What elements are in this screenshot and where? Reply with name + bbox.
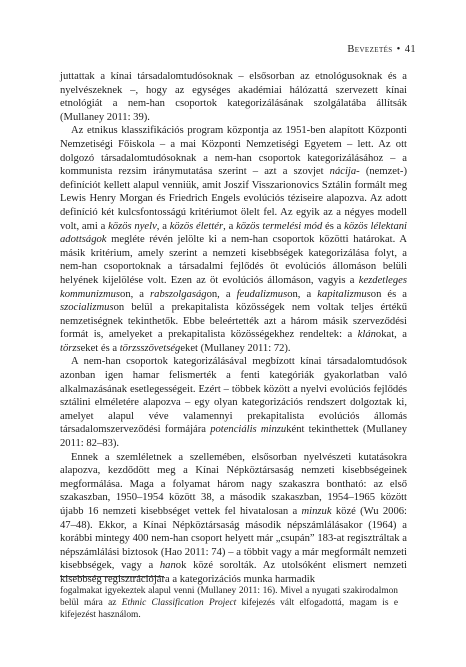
p3-text-a: A nem-han csoportok kategorizálásával megbízott kínai társadalomtudósok azonban igen hamar felismerték a fenti kategóriák gyakorlatban való alkalmazásának esetlegességeit. Ezért – többek között a nyelvi evolúciós fejlődés sztálini elméletére alapozva – egy olyan kategorizációs rendszert dolgoztak ki, amelyet alapul véve valamennyi prekapitalista evolúciós állomás társadalomszerveződési formájára — [60, 356, 407, 436]
term-nacija: nácija- — [329, 166, 360, 178]
footnote-text-b: kifejezés vált elfogadottá, magam is e kifejezést használom. — [60, 598, 399, 620]
p2-text-d: on belül a prekapitalista közösségek nem voltak teljes értékű nemzetiségnek tekinthetők. Ebbe beleértették azt a három másik szerveződési formát is, amelyeket a prekapitalista közösségekhez rendeltek: a — [60, 302, 407, 341]
p2-sep-1: , a — [156, 220, 170, 232]
paragraph-1 — [60, 70, 407, 124]
term-kezdetleges-kommunizmus: kezdetleges kommunizmus — [60, 274, 407, 300]
p2-text-e: eket (Mullaney 2011: 72). — [180, 342, 291, 354]
term-kapitalizmus: kapitalizmus — [317, 288, 371, 300]
term-rabszolgasag: rabszolgaság — [150, 288, 207, 300]
term-han: han — [159, 560, 176, 572]
p2-text-a: Az etnikus klasszifikációs program központja az 1951-ben alapított Központi Nemzetiségi Főiskola – a mai Központi Nemzetiségi Egyetem – lett. Az ott dolgozó társadalomtudósoknak a nem-han csoportok kategorizálásához – a kommunista rezsim iránymutatása szerint – azt a szovjet — [60, 125, 407, 178]
p2-sep-3: és a — [322, 220, 345, 232]
term-kozos-lelektani-adottsagok: közös lélektani adottságok — [60, 220, 407, 246]
p2-text-b: (nemzet-) definíciót kellett alapul venniük, amit Joszif Visszarionovics Sztálin formált meg Lewis Henry Morgan és Friedrich Engels evolúciós téziseire alapozva. Az adott definíció két kulcsfontosságú kritériumot ölelt fel. Az egyik az a négyes modell volt, ami a — [60, 166, 407, 232]
term-kozos-nyelv: közös nyelv — [108, 220, 157, 232]
p2-sep-6: on, a — [287, 288, 318, 300]
term-torzsszovetseg: törzsszövetség — [119, 342, 181, 354]
p3-text-b: ként tekinthettek (Mullaney 2011: 82–83). — [60, 424, 407, 450]
term-kozos-eletter: közös élettér — [169, 220, 224, 232]
p2-sep-5: on, a — [206, 288, 237, 300]
term-szocializmus: szocializmus — [60, 302, 114, 314]
paragraph-2 — [60, 124, 407, 355]
paragraph-1-text: juttattak a kínai társadalomtudósoknak – elsősorban az etnológusoknak és a nyelvészeknek –, hogy az egységes akadémiai hálózattá szervezett kínai etnológiát a nem-han csoportok kategorizálásának szolgálatába állítsák (Mullaney 2011: 39). — [60, 71, 407, 123]
paragraph-3 — [60, 355, 407, 450]
p2-sep-4: on, a — [120, 288, 151, 300]
term-torzs: törzs — [60, 342, 81, 354]
p2-sep-7: on és a — [370, 288, 407, 300]
term-kozos-termelesi-mod: közös termelési mód — [236, 220, 323, 232]
p4-text-b: közé (Wu 2006: 47–48). Ekkor, a Kínai Népköztársaság második népszámlálásakor (1964) a korábbi mintegy 400 nem-han csoport helyett már „csupán” 183-at regisztráltak a népszámlálási biztosok (Hao 2011: 74) – a többit vagy a már megformált nemzeti kisebbségek, vagy a — [60, 506, 407, 572]
p4-text-a: Ennek a szemléletnek a szellemében, elsősorban nyelvészeti kutatásokra alapozva, kezdődött meg a Kínai Népköztársaság nemzeti kisebbségeinek megformálása. Maga a folyamat három nagy szakaszra bontható: az első szakaszban, 1950–1954 között 38, a második szakaszban, 1954–1965 között újabb 16 nemzeti kisebbséget vettek fel hivatalosan a — [60, 451, 407, 517]
p2-sep-8: okat, a — [375, 329, 407, 341]
footnote — [60, 585, 398, 621]
term-potencialis-minzu: potenciális minzu — [210, 424, 287, 436]
p2-text-c: megléte révén jelölte ki a nem-han csoportok közötti határokat. A másik kritérium, amely szerint a nemzeti kisebbségek kategorizálása folyt, a nem-han csoportoknak a társadalmi fejlődés öt evolúciós állomáson belüli helyének kijelölése volt. Ezen az öt evolúciós állomáson, vagyis a — [60, 234, 407, 286]
header-separator: • — [396, 44, 401, 55]
paragraph-4 — [60, 451, 407, 587]
footnote-text-a: fogalmakat igyekeztek alapul venni (Mullaney 2011: 16). Mivel a nyugati szakirodalmon belül mára az — [60, 586, 398, 608]
p2-sep-9: eket és a — [80, 342, 120, 354]
p4-text-c: ok közé sorolták. Az utolsóként elismert nemzeti kisebbség regisztrációjára a kategorizációs munka harmadik — [60, 560, 407, 585]
body-text — [60, 70, 407, 587]
running-header — [347, 44, 416, 55]
footnote-term: Ethnic Classification Project — [121, 598, 237, 608]
page-number: 41 — [404, 44, 416, 55]
term-klan: klán — [357, 329, 376, 341]
section-title: Bevezetés — [347, 44, 393, 55]
term-minzuk: minzuk — [301, 506, 332, 517]
p2-sep-2: , a — [223, 220, 237, 232]
footnote-divider — [60, 576, 164, 577]
term-feudalizmus: feudalizmus — [236, 288, 288, 300]
